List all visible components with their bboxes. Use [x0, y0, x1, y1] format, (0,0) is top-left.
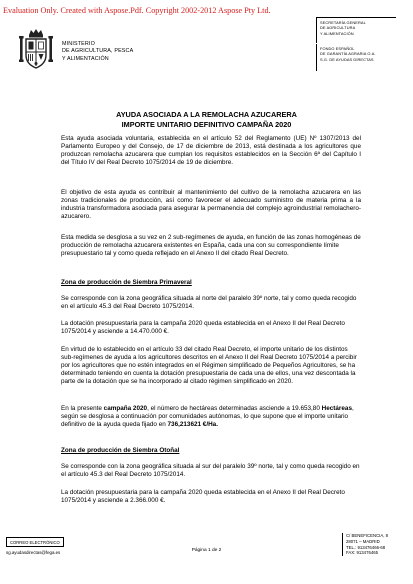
paragraph-autumn-zone-geography: Se corresponde con la zona geográfica situada al sur del paralelo 39º norte, tal y como queda recogido en el artículo 45.3 del Real Decreto 1075/2014. — [61, 463, 360, 479]
heading-spring-zone: Zona de producción de Siembra Primaveral — [61, 279, 192, 286]
contact-email[interactable]: sg.ayudasdirectas@fega.es — [6, 550, 61, 555]
page-number: Página 1 de 2 — [191, 548, 222, 553]
paragraph-campaign-result — [61, 405, 361, 429]
paragraph-sub-regimes: Esta medida se desglosa a su vez en 2 sub-regímenes de ayuda, en función de las zonas homogéneas de producción de remolacha azucarera existentes en España, cada una con su correspondiente límite presupuestario tal y como queda reflejado en el Anexo II del citado Real Decreto. — [61, 234, 361, 258]
paragraph-legal-basis: Esta ayuda asociada voluntaria, establecida en el artículo 52 del Reglamento (UE) Nº 1307/2013 del Parlamento Europeo y del Consejo, de 17 de diciembre de 2013, está destinada a los agricultores que produzcan remolacha azucarera que cumplan los requisitos establecidos en la Sección 6ª del Capítulo I del Título IV del Real Decreto 1075/2014 de 19 de diciembre. — [61, 135, 361, 167]
ministry-name — [62, 41, 133, 63]
secretaria-line-1: SECRETARÍA GENERAL — [320, 20, 366, 25]
unit-amount: 736,213621 €/Ha. — [167, 421, 218, 429]
fega-line-1: FONDO ESPAÑOL — [320, 46, 355, 51]
campaign-text-b: , el número de hectáreas determinadas asciende a 19.653,80 — [147, 405, 322, 412]
email-label-box: CORREO ELECTRÓNICO — [6, 537, 64, 547]
title-line-1: AYUDA ASOCIADA A LA REMOLACHA AZUCARERA — [116, 110, 297, 119]
postal-address — [342, 533, 388, 556]
secretaria-line-3: Y ALIMENTACIÓN — [320, 30, 354, 36]
address-line-3: TEL.: 913476466-68 — [346, 544, 386, 550]
campaign-text-c: , según se desglosa a continuación por comunidades autónomas, lo que supone que el importe unitario definitivo de la ayuda queda fijado en — [61, 405, 354, 429]
paragraph-spring-zone-budget: La dotación presupuestaria para la campaña 2020 queda establecida en el Anexo II del Real Decreto 1075/2014 y asciende a 14.470.000 €. — [61, 320, 345, 336]
paragraph-objective: El objetivo de esta ayuda es contribuir al mantenimiento del cultivo de la remolacha azucarera en las zonas tradicionales de producción, así como favorecer el adecuado suministro de materia prima a la industria transformadora asociada para asegurar la permanencia del complejo agroindustrial remolachero-azucarero. — [61, 189, 361, 221]
ministry-line-2: DE AGRICULTURA, PESCA — [62, 48, 134, 55]
paragraph-autumn-zone-budget: La dotación presupuestaria para la campaña 2020 queda establecida en el Anexo II del Real Decreto 1075/2014 y asciende a 2.366.000 €. — [61, 489, 345, 505]
ministry-line-3: Y ALIMENTACIÓN — [62, 55, 109, 62]
ministry-line-1: MINISTERIO — [62, 41, 95, 47]
paragraph-spring-zone-geography: Se corresponde con la zona geográfica situada al norte del paralelo 39º norte, tal y como queda recogido en el artículo 45.3 del Real Decreto 1075/2014. — [61, 295, 357, 311]
fega-box — [316, 44, 396, 71]
address-line-2: 28071 – MADRID — [346, 538, 380, 544]
hectares-label: Hectáreas — [321, 405, 352, 412]
heading-autumn-zone: Zona de producción de Siembra Otoñal — [61, 447, 180, 454]
fega-line-2: DE GARANTÍA AGRARIA O.A. — [320, 51, 376, 57]
address-line-4: FAX: 913476465 — [346, 550, 379, 556]
address-line-1: C/ BENEFICENCIA, 8 — [346, 533, 389, 538]
evaluation-watermark: Evaluation Only. Created with Aspose.Pdf. Copyright 2002-2012 Aspose Pty Ltd. — [3, 6, 271, 15]
coat-of-arms-icon — [18, 28, 54, 72]
fega-line-3: S.G. DE AYUDAS DIRECTAS — [320, 56, 374, 62]
title-line-2: IMPORTE UNITARIO DEFINITIVO CAMPAÑA 2020 — [121, 119, 292, 129]
campaign-text-a: En la presente — [61, 405, 104, 412]
campaign-year: campaña 2020 — [103, 405, 148, 412]
secretaria-line-2: DE AGRICULTURA — [320, 25, 356, 31]
secretaria-box — [316, 17, 396, 43]
document-title — [0, 110, 413, 129]
paragraph-unit-amount-basis: En virtud de lo establecido en el artículo 33 del citado Real Decreto, el importe unitario de los distintos sub-regímenes de ayuda a los agricultores descritos en el Anexo II del Real Decreto 1075/2014 a percibir por los agricultores que no estén integrados en el Régimen simplificado de Pequeños Agricultores, se ha determinado teniendo en cuenta la dotación presupuestaria de cada una de ellos, una vez descontada la parte de la dotación que se ha incorporado al citado régimen simplificado en 2020. — [61, 346, 357, 386]
